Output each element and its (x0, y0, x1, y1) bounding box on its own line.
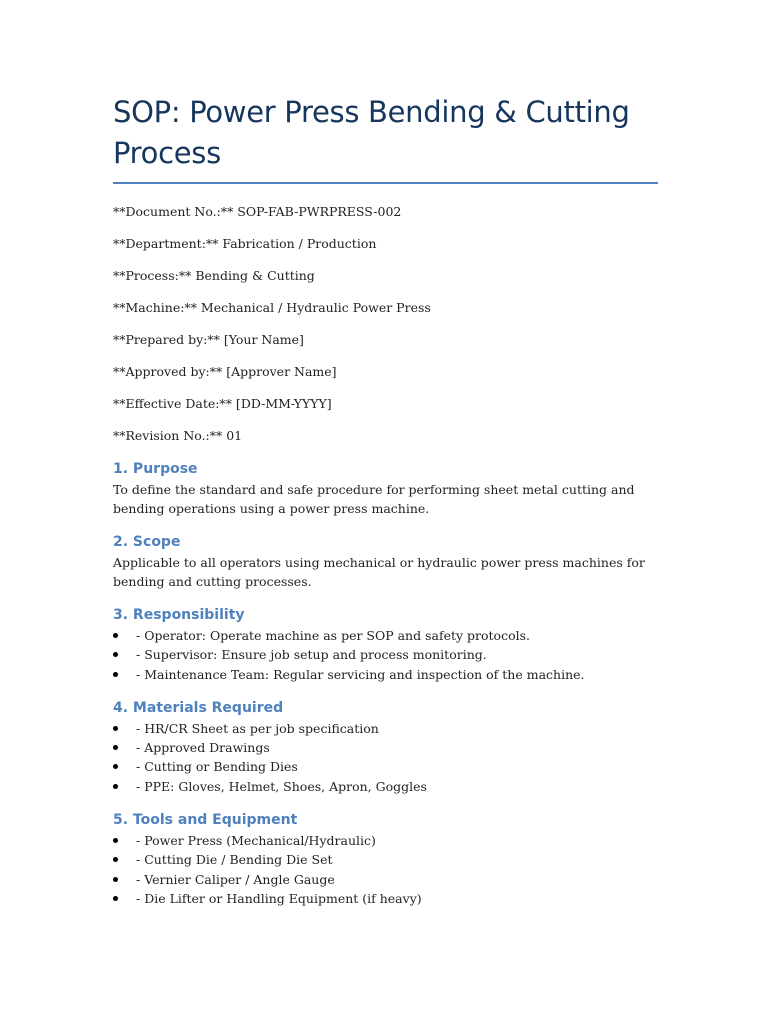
bullet-icon (113, 838, 118, 843)
document-body (113, 92, 658, 908)
meta-machine: **Machine:** Mechanical / Hydraulic Power Press (113, 300, 431, 315)
document-metadata (113, 204, 658, 444)
bullet-icon (113, 652, 118, 657)
list-item (113, 645, 658, 664)
list-item-text: - Operator: Operate machine as per SOP and safety protocols. (136, 628, 531, 643)
list-item-text: - Maintenance Team: Regular servicing and inspection of the machine. (136, 666, 585, 682)
list-item (113, 870, 658, 889)
list-item-text: - PPE: Gloves, Helmet, Shoes, Apron, Goggles (136, 778, 427, 794)
list-item (113, 665, 658, 684)
bullet-list (113, 831, 658, 908)
bullet-list (113, 626, 658, 684)
bullet-icon (113, 633, 118, 638)
bullet-icon (113, 877, 118, 882)
list-item (113, 831, 658, 850)
bullet-icon (113, 784, 118, 789)
list-item-text: - Die Lifter or Handling Equipment (if heavy) (136, 890, 422, 906)
list-item (113, 889, 658, 908)
list-item (113, 777, 658, 796)
bullet-icon (113, 745, 118, 750)
meta-process: **Process:** Bending & Cutting (113, 268, 315, 283)
list-item (113, 626, 658, 645)
list-item (113, 850, 658, 869)
section-paragraph: To define the standard and safe procedure for performing sheet metal cutting and bending operations using a power press machine. (113, 482, 635, 516)
bullet-icon (113, 672, 118, 677)
list-item-text: - Supervisor: Ensure job setup and process monitoring. (136, 647, 487, 663)
bullet-icon (113, 896, 118, 901)
meta-effective-date: **Effective Date:** [DD-MM-YYYY] (113, 396, 332, 411)
meta-document-no: **Document No.:** SOP-FAB-PWRPRESS-002 (113, 204, 402, 219)
list-item-text: - Cutting or Bending Dies (136, 759, 298, 775)
meta-prepared-by: **Prepared by:** [Your Name] (113, 332, 304, 347)
section-heading: 1. Purpose (113, 461, 198, 477)
meta-approved-by: **Approved by:** [Approver Name] (113, 364, 337, 379)
section-heading: 2. Scope (113, 534, 181, 550)
section-heading: 4. Materials Required (113, 699, 284, 716)
section-responsibility (113, 606, 658, 684)
list-item-text: - Approved Drawings (136, 740, 270, 756)
list-item-text: - Vernier Caliper / Angle Gauge (136, 871, 335, 887)
list-item-text: - HR/CR Sheet as per job specification (136, 720, 379, 736)
section-materials-required (113, 699, 658, 796)
section-scope (113, 533, 658, 591)
meta-revision-no: **Revision No.:** 01 (113, 428, 243, 443)
list-item (113, 738, 658, 757)
bullet-icon (113, 726, 118, 731)
list-item (113, 719, 658, 738)
section-tools-and-equipment (113, 811, 658, 908)
bullet-list (113, 719, 658, 796)
section-heading: 3. Responsibility (113, 607, 245, 623)
list-item (113, 757, 658, 776)
section-paragraph: Applicable to all operators using mechanical or hydraulic power press machines for bending and cutting processes. (113, 555, 645, 589)
bullet-icon (113, 764, 118, 769)
list-item-text: - Cutting Die / Bending Die Set (136, 852, 333, 868)
bullet-icon (113, 857, 118, 862)
section-heading: 5. Tools and Equipment (113, 812, 298, 829)
meta-department: **Department:** Fabrication / Production (113, 236, 377, 251)
document-title: SOP: Power Press Bending & Cutting Process (113, 92, 658, 184)
list-item-text: - Power Press (Mechanical/Hydraulic) (136, 833, 376, 849)
section-purpose (113, 460, 658, 518)
